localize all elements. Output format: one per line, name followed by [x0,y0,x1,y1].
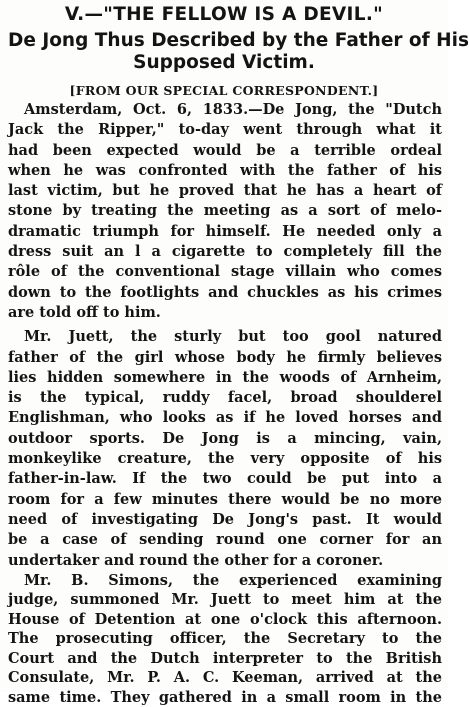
paragraph-line: be a case of sending round one corner for an [8,531,442,549]
paragraph-line: Consulate, Mr. P. A. C. Keeman, arrived at the [8,669,442,687]
paragraph-line: Court and the Dutch interpreter to the British [8,649,442,667]
paragraph-2 [0,327,448,571]
paragraph-line: House of Detention at one o'clock this afternoon. [8,610,442,628]
paragraph-line: is the typical, ruddy facel, broad shoulderel [8,389,442,407]
byline: [FROM OUR SPECIAL CORRESPONDENT.] [69,83,379,98]
paragraph-line: Amsterdam, Oct. 6, 1833.—De Jong, the "Dutch [24,101,442,118]
paragraph-line: monkeylike creature, the very opposite of his [8,450,442,468]
subheadline-line-2: Supposed Victim. [133,52,315,73]
paragraph-line: Englishman, who looks as if he loved horses and [8,409,442,427]
paragraph-line: are told off to him. [8,303,161,321]
paragraph-line: had been expected would be a terrible ordeal [8,141,442,159]
paragraph-line: outdoor sports. De Jong is a mincing, vain, [8,429,442,447]
paragraph-line: stone by treating the meeting as a sort of melo- [8,202,442,220]
paragraph-line: Mr. Juett, the sturly but too gool natured [24,328,442,346]
paragraph-line: when he was confronted with the father of his [8,161,442,179]
paragraph-line: last victim, but he proved that he has a heart of [8,182,442,200]
paragraph-line: lies hidden somewhere in the woods of Arnheim, [8,368,442,386]
paragraph-3 [0,571,448,707]
paragraph-line: undertaker and round the other for a coroner. [8,551,384,569]
paragraph-line: father-in-law. If the two could be put into a [8,470,442,488]
paragraph-line: need of investigating De Jong's past. It would [8,510,442,528]
paragraph-line: down to the footlights and chuckles as his crimes [8,283,442,301]
paragraph-line: dress suit an l a cigarette to completely fill the [8,243,442,261]
paragraph-line: dramatic triumph for himself. He needed only a [8,222,442,240]
paragraph-line: father of the girl whose body he firmly believes [8,348,442,366]
paragraph-line: Mr. B. Simons, the experienced examining [24,571,442,589]
headline: V.—"THE FELLOW IS A DEVIL." [64,4,384,25]
paragraph-line: judge, summoned Mr. Juett to meet him at the [8,591,442,609]
paragraph-line: The prosecuting officer, the Secretary to the [8,630,442,648]
paragraph-line: Jack the Ripper," to-day went through what it [8,121,442,139]
paragraph-1 [0,100,448,323]
paragraph-line: room for a few minutes there would be no more [8,490,442,508]
paragraph-line: same time. They gathered in a small room in the [8,688,442,706]
paragraph-line: rôle of the conventional stage villain who comes [8,263,442,281]
subheadline-line-1: De Jong Thus Described by the Father of His [8,30,469,51]
